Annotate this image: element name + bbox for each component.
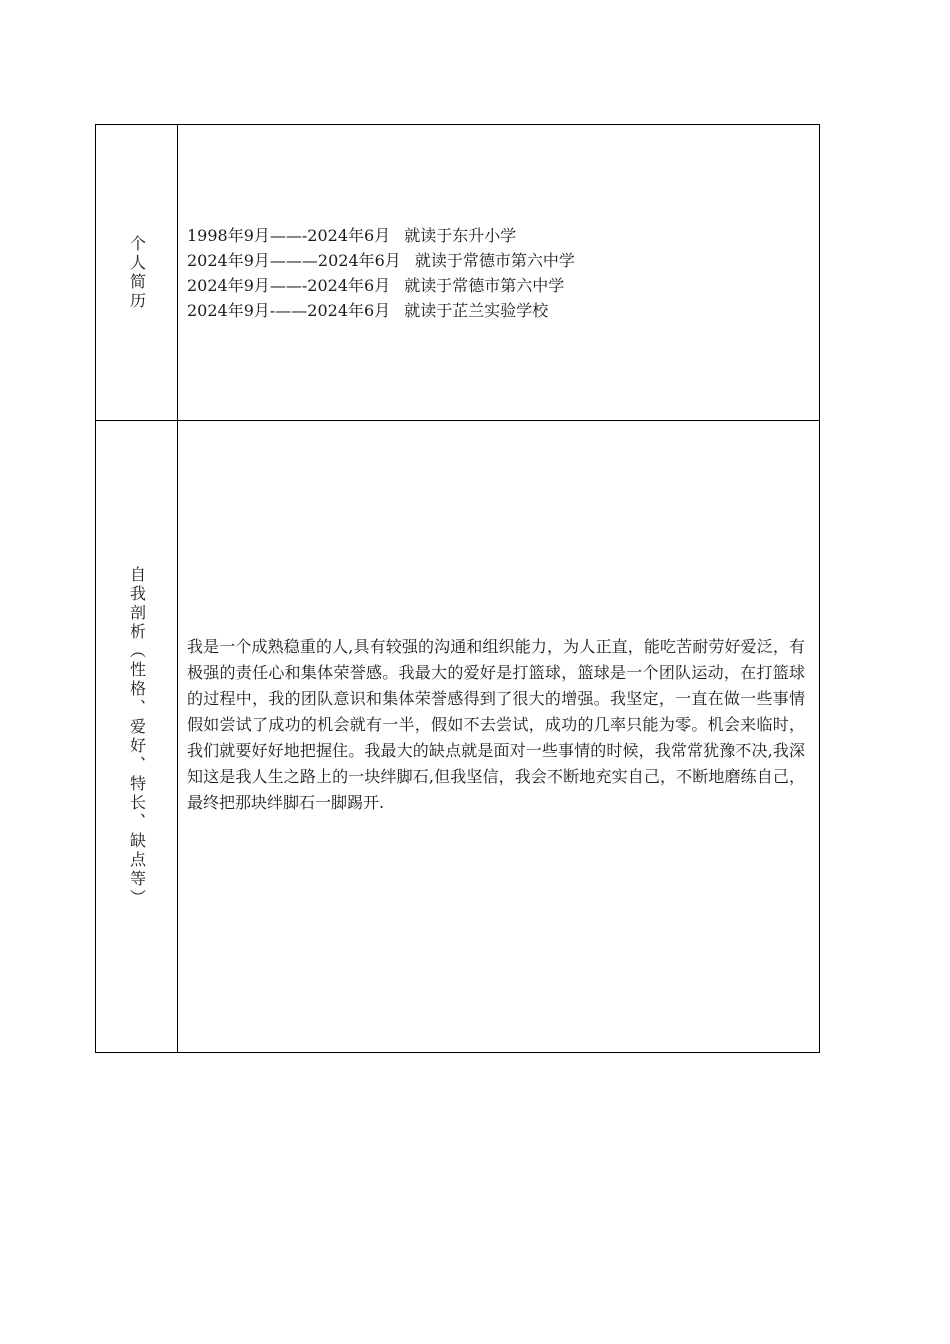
resume-school: 就读于常德市第六中学 <box>404 276 565 295</box>
resume-entry <box>187 223 575 248</box>
self-analysis-row <box>96 421 819 1052</box>
resume-label-cell <box>96 125 178 420</box>
resume-school: 就读于常德市第六中学 <box>414 251 575 270</box>
self-analysis-label: 自我剖析（性格、爱好、特长、缺点等） <box>127 565 147 908</box>
profile-form-table <box>95 124 820 1053</box>
resume-school: 就读于东升小学 <box>404 226 517 245</box>
resume-school: 就读于芷兰实验学校 <box>404 301 549 320</box>
resume-row <box>96 125 819 421</box>
resume-content-cell <box>178 125 819 420</box>
resume-period: 2024年9月———2024年6月 <box>187 251 401 270</box>
self-analysis-content-cell <box>178 421 819 1052</box>
resume-entry <box>187 248 575 273</box>
resume-period: 2024年9月-——2024年6月 <box>187 301 391 320</box>
resume-period: 1998年9月——-2024年6月 <box>187 226 391 245</box>
resume-list <box>187 223 575 323</box>
resume-label: 个人简历 <box>127 234 147 311</box>
resume-entry <box>187 298 575 323</box>
resume-entry <box>187 273 575 298</box>
self-analysis-label-cell <box>96 421 178 1052</box>
resume-period: 2024年9月——-2024年6月 <box>187 276 391 295</box>
self-analysis-text: 我是一个成熟稳重的人,具有较强的沟通和组织能力，为人正直，能吃苦耐劳好爱泛，有极强的责任心和集体荣誉感。我最大的爱好是打篮球，篮球是一个团队运动，在打篮球的过程中，我的团队意识和集体荣誉感得到了很大的增强。我坚定，一直在做一些事情假如尝试了成功的机会就有一半，假如不去尝试，成功的几率只能为零。机会来临时，我们就要好好地把握住。我最大的缺点就是面对一些事情的时候，我常常犹豫不决,我深知这是我人生之路上的一块绊脚石,但我坚信，我会不断地充实自己，不断地磨练自己，最终把那块绊脚石一脚踢开. <box>187 637 805 812</box>
